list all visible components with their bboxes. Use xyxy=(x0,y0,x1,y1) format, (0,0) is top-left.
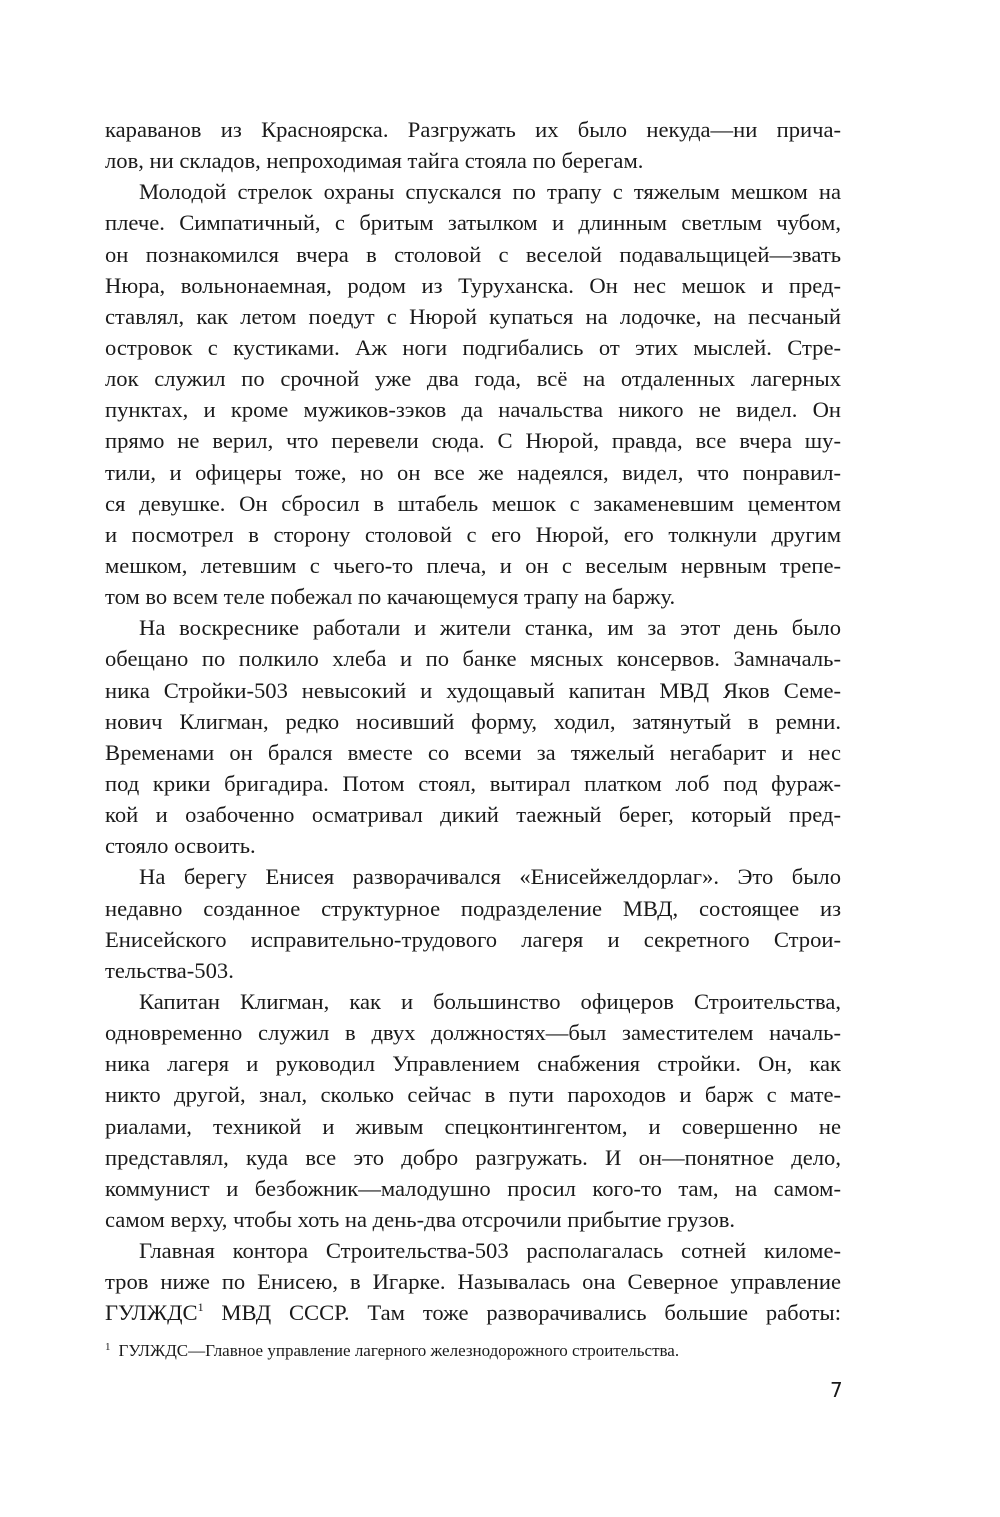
text-line: и посмотрел в сторону столовой с его Нюрой, его толкнули другим xyxy=(105,521,841,547)
text-line: Нюра, вольнонаемная, родом из Туруханска. Он нес мешок и пред- xyxy=(105,272,841,298)
text-fragment: МВД СССР. Там тоже разворачивались большие работы: xyxy=(203,1300,841,1326)
text-line: недавно созданное структурное подразделение МВД, состоящее из xyxy=(105,895,841,921)
text-line: островок с кустиками. Аж ноги подгибались от этих мыслей. Стре- xyxy=(105,334,841,360)
text-line: Главная контора Строительства-503 располагалась сотней киломе- xyxy=(139,1238,841,1264)
text-line: ника лагеря и руководил Управлением снабжения стройки. Он, как xyxy=(105,1051,841,1077)
text-line: ставлял, как летом поедут с Нюрой купаться на лодочке, на песчаный xyxy=(105,303,841,329)
text-line: Капитан Клигман, как и большинство офицеров Строительства, xyxy=(139,988,841,1014)
footnote xyxy=(105,1336,841,1362)
body-text xyxy=(105,114,841,1328)
footnote-reference[interactable]: 1 xyxy=(197,1300,204,1315)
text-line: ника Стройки-503 невысокий и худощавый капитан МВД Яков Семе- xyxy=(105,677,841,703)
text-line: тили, и офицеры тоже, но он все же надеялся, видел, что понравил- xyxy=(105,459,841,485)
text-line: риалами, техникой и живым спецконтингентом, и совершенно не xyxy=(105,1113,841,1139)
text-line: нович Клигман, редко носивший форму, ходил, затянутый в ремни. xyxy=(105,708,841,734)
paragraph xyxy=(105,114,841,176)
footnote-mark: 1 xyxy=(105,1341,111,1353)
paragraph xyxy=(105,612,841,861)
text-line: прямо не верил, что перевели сюда. С Нюрой, правда, все вчера шу- xyxy=(105,428,841,454)
text-line: тров ниже по Енисею, в Игарке. Называлась она Северное управление xyxy=(105,1269,841,1295)
paragraph xyxy=(105,861,841,986)
paragraph xyxy=(105,176,841,612)
text-line: обещано по полкило хлеба и по банке мясных консервов. Замначаль- xyxy=(105,646,841,672)
abbreviation: ГУЛЖДС xyxy=(105,1300,198,1326)
text-line: мешком, летевшим с чьего-то плеча, и он с веселым нервным трепе- xyxy=(105,552,841,578)
text-line: кой и озабоченно осматривал дикий таежный берег, который пред- xyxy=(105,802,841,828)
text-line: Временами он брался вместе со всеми за тяжелый негабарит и нес xyxy=(105,739,841,765)
text-line: одновременно служил в двух должностях—был заместителем началь- xyxy=(105,1020,841,1046)
paragraph xyxy=(105,986,841,1235)
text-line: плече. Симпатичный, с бритым затылком и длинным светлым чубом, xyxy=(105,210,841,236)
text-line: представлял, куда все это добро разгружать. И он—понятное дело, xyxy=(105,1144,841,1170)
text-line: лок служил по срочной уже два года, всё на отдаленных лагерных xyxy=(105,366,841,392)
text-line: никто другой, знал, сколько сейчас в пути пароходов и барж с мате- xyxy=(105,1082,841,1108)
text-line: тельства-503. xyxy=(105,957,234,983)
text-line: самом верху, чтобы хоть на день-два отсрочили прибытие грузов. xyxy=(105,1206,736,1232)
page-number: 7 xyxy=(830,1378,843,1402)
text-line: караванов из Красноярска. Разгружать их было некуда—ни прича- xyxy=(105,117,841,142)
text-line: На берегу Енисея разворачивался «Енисейжелдорлаг». Это было xyxy=(139,864,841,890)
text-line: под крики бригадира. Потом стоял, вытирал платком лоб под фураж- xyxy=(105,770,841,796)
text-line: коммунист и безбожник—малодушно просил кого-то там, на самом- xyxy=(105,1175,841,1201)
text-line: том во всем теле побежал по качающемуся трапу на баржу. xyxy=(105,584,676,610)
text-line: лов, ни складов, непроходимая тайга стояла по берегам. xyxy=(105,148,644,174)
text-line: пунктах, и кроме мужиков-зэков да начальства никого не видел. Он xyxy=(105,397,841,423)
text-line: ся девушке. Он сбросил в штабель мешок с закаменевшим цементом xyxy=(105,490,841,516)
paragraph xyxy=(105,1235,841,1328)
text-line: На воскреснике работали и жители станка, им за этот день было xyxy=(139,615,841,641)
text-line: он познакомился вчера в столовой с веселой подавальщицей—звать xyxy=(105,241,841,267)
text-line: стояло освоить. xyxy=(105,833,256,859)
text-line: Молодой стрелок охраны спускался по трапу с тяжелым мешком на xyxy=(139,179,841,205)
text-line xyxy=(105,1297,841,1328)
text-line: Енисейского исправительно-трудового лагеря и секретного Строи- xyxy=(105,926,841,952)
footnote-text: ГУЛЖДС—Главное управление лагерного железнодорожного строительства. xyxy=(118,1341,680,1360)
